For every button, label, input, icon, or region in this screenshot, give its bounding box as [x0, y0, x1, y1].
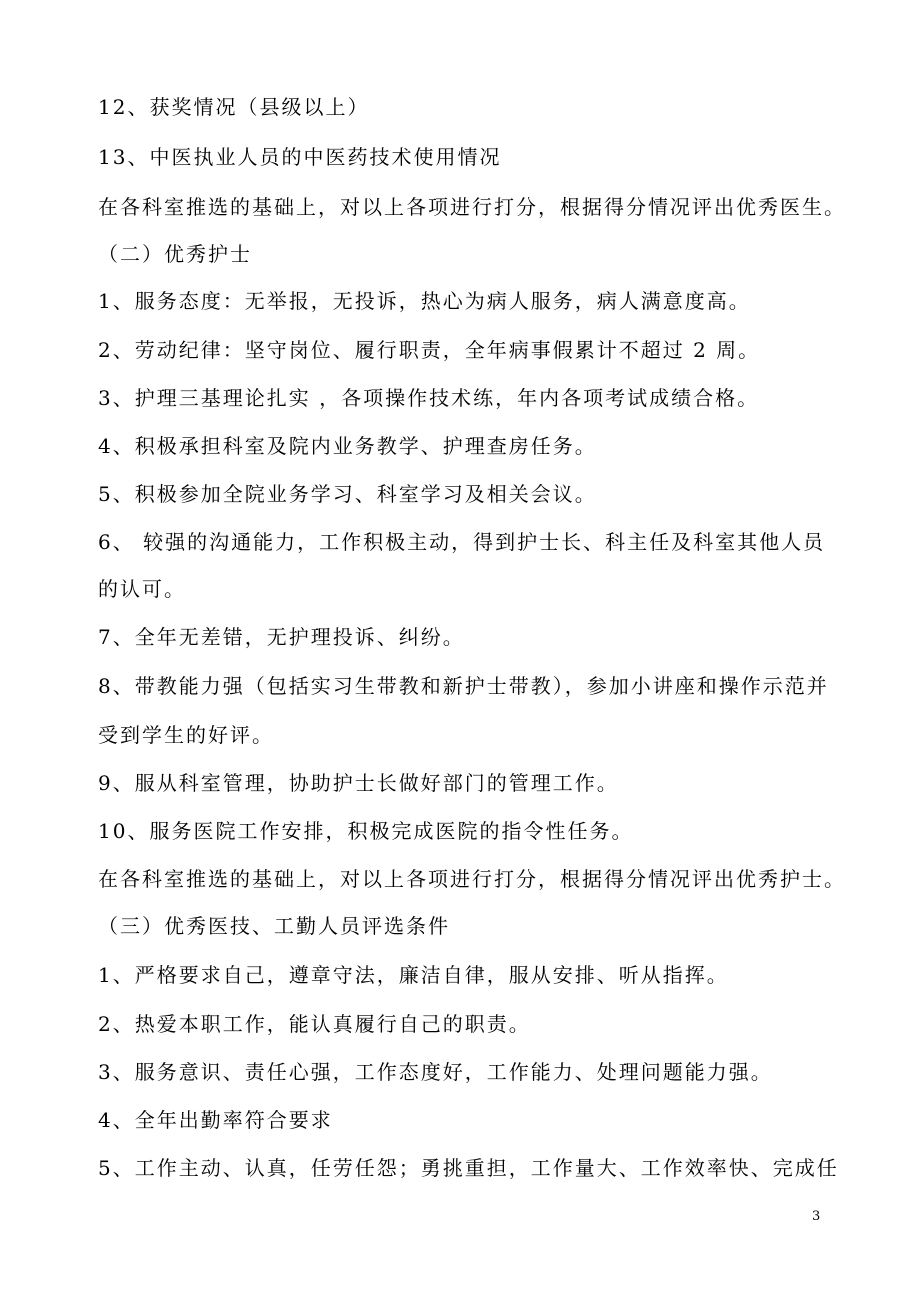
doctor-evaluation-summary: 在各科室推选的基础上，对以上各项进行打分，根据得分情况评出优秀医生。 [98, 195, 846, 219]
nurse-item-10: 10、服务医院工作安排，积极完成医院的指令性任务。 [98, 819, 634, 843]
technician-item-2: 2、热爱本职工作，能认真履行自己的职责。 [98, 1012, 531, 1036]
item-12-awards: 12、获奖情况（县级以上） [98, 95, 370, 119]
nurse-item-1: 1、服务态度：无举报，无投诉，热心为病人服务，病人满意度高。 [98, 289, 751, 313]
nurse-item-2: 2、劳动纪律：坚守岗位、履行职责，全年病事假累计不超过 2 周。 [98, 338, 761, 362]
section-heading-nurse: （二）优秀护士 [98, 242, 252, 266]
section-heading-technician: （三）优秀医技、工勤人员评选条件 [98, 914, 450, 938]
technician-item-4: 4、全年出勤率符合要求 [98, 1108, 333, 1132]
nurse-evaluation-summary: 在各科室推选的基础上，对以上各项进行打分，根据得分情况评出优秀护士。 [98, 867, 846, 891]
technician-item-3: 3、服务意识、责任心强，工作态度好，工作能力、处理问题能力强。 [98, 1060, 773, 1084]
nurse-item-6: 6、 较强的沟通能力，工作积极主动，得到护士长、科主任及科室其他人员 [98, 530, 826, 554]
nurse-item-5: 5、积极参加全院业务学习、科室学习及相关会议。 [98, 482, 597, 506]
nurse-item-9: 9、服从科室管理，协助护士长做好部门的管理工作。 [98, 771, 619, 795]
nurse-item-7: 7、全年无差错，无护理投诉、纠纷。 [98, 625, 465, 649]
technician-item-1: 1、严格要求自己，遵章守法，廉洁自律，服从安排、听从指挥。 [98, 963, 729, 987]
technician-item-5: 5、工作主动、认真，任劳任怨；勇挑重担，工作量大、工作效率快、完成任 [98, 1156, 839, 1180]
page-number: 3 [812, 1209, 821, 1224]
nurse-item-8: 8、带教能力强（包括实习生带教和新护士带教），参加小讲座和操作示范并 [98, 674, 829, 698]
nurse-item-6-continued: 的认可。 [98, 577, 186, 601]
item-13-tcm-usage: 13、中医执业人员的中医药技术使用情况 [98, 145, 502, 169]
nurse-item-3: 3、护理三基理论扎实 ，各项操作技术练，年内各项考试成绩合格。 [98, 386, 760, 410]
nurse-item-8-continued: 受到学生的好评。 [98, 723, 274, 747]
nurse-item-4: 4、积极承担科室及院内业务教学、护理查房任务。 [98, 434, 597, 458]
